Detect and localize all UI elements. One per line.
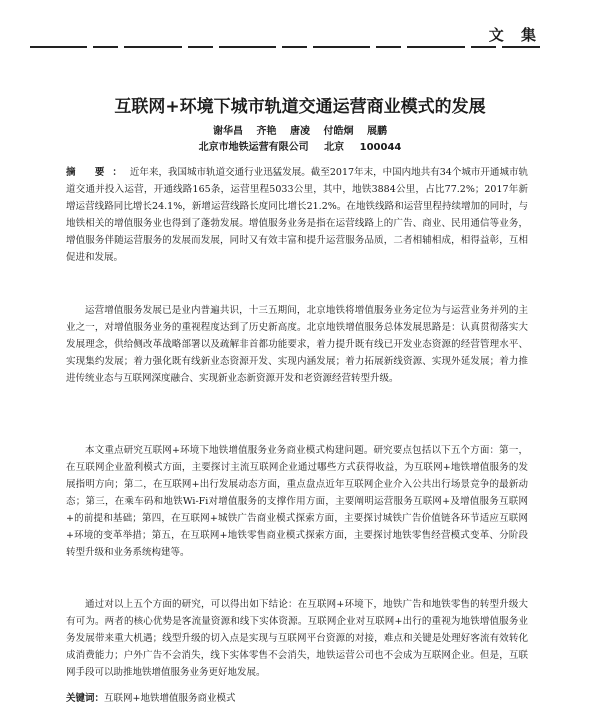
affiliation-postcode: 100044	[359, 142, 402, 153]
affiliation-city: 北京	[324, 142, 345, 153]
section-label: 文 集	[488, 26, 542, 44]
keywords-line	[66, 690, 528, 707]
abstract-paragraph-2: 运营增值服务发展已是业内普遍共识，十三五期间，北京地铁将增值服务业务定位为与运营业务并列的主业之一，对增值服务业务的重视程度达到了历史新高度。北京地铁增值服务总体发展思路是：认真贯彻落实大发展理念，供给侧改革战略部署以及疏解非首都功能要求，着力提升既有线已开发业态资源的经营管理水平、实现集约发展；着力强化既有线新业态资源开发、实现内涵发展；着力拓展新线资源、实现外延发展；着力推进传统业态与互联网深度融合、实现新业态新资源开发和老资源经营转型升级。	[66, 305, 528, 384]
keywords-text: 互联网+地铁增值服务商业模式	[104, 693, 236, 704]
abstract-paragraph-1	[66, 164, 528, 266]
author-list: 谢华昌 齐艳 唐凌 付皓炯 展鹏	[213, 126, 387, 137]
abstract-paragraph-3: 本文重点研究互联网+环境下地铁增值服务业务商业模式构建问题。研究要点包括以下五个方面：第一，在互联网企业盈利模式方面，主要探讨主流互联网企业通过哪些方式获得收益，为互联网+地铁增值服务的发展指明方向；第二，在互联网+出行发展动态方面，重点盘点近年互联网企业介入公共出行场景竞争的最新动态；第三，在乘车码和地铁Wi-Fi对增值服务的支撑作用方面，主要阐明运营服务互联网+及增值服务互联网+的前提和基础；第四，在互联网+城铁广告商业模式探索方面，主要探讨城铁广告价值链各环节适应互联网+环境的变革举措；第五，在互联网+地铁零售商业模式探索方面，主要探讨地铁零售经营模式变革、分阶段转型升级和业务系统构建等。	[66, 445, 528, 558]
article-title: 互联网+环境下城市轨道交通运营商业模式的发展	[114, 97, 486, 117]
header-rule	[30, 42, 540, 52]
keywords-label: 关键词：	[66, 693, 105, 704]
abstract-label: 摘 要：	[66, 167, 130, 178]
abstract-paragraph-4: 通过对以上五个方面的研究，可以得出如下结论：在互联网+环境下，地铁广告和地铁零售的转型升级大有可为。两者的核心优势是客流量资源和线下实体资源。互联网企业对互联网+出行的重视为地铁增值服务业务发展带来重大机遇；线型升级的切入点是实现与互联网平台资源的对接，难点和关键是处理好客流有效转化成消费能力；户外广告不会消失，线下实体零售不会消失，地铁运营公司也不会成为互联网企业。但是，互联网手段可以助推地铁增值服务业务更好地发展。	[66, 599, 528, 678]
affiliation-org: 北京市地铁运营有限公司	[198, 142, 309, 153]
abstract-text-1: 近年来，我国城市轨道交通行业迅猛发展。截至2017年末，中国内地共有34个城市开通城市轨道交通并投入运营，开通线路165条，运营里程5033公里，其中，地铁3884公里，占比77.2%；2017年新增运营线路同比增长24.1%，新增运营线路长度同比增长21.2%。在地铁线路和运营里程持续增加的同时，与地铁相关的增值服务业也得到了蓬勃发展。增值服务业务是指在运营线路上的广告、商业、民用通信等业务，增值服务伴随运营服务的发展而发展，同时又有效丰富和提升运营服务品质，二者相辅相成，相得益彰，互相促进和发展。	[66, 167, 528, 263]
affiliation	[0, 138, 600, 153]
